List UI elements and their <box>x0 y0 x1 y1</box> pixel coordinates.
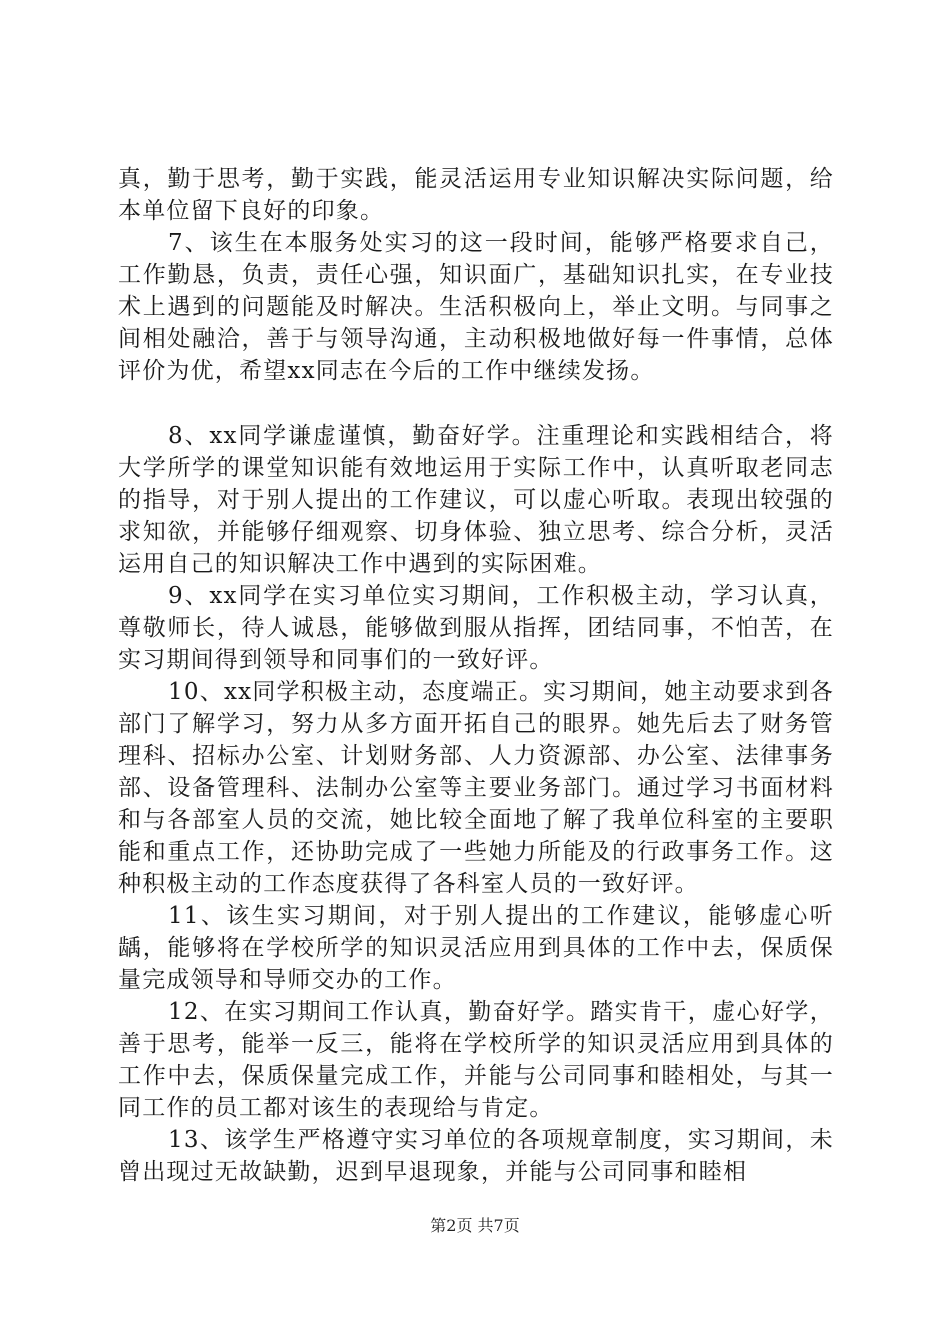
paragraph-item-9: 9、xx同学在实习单位实习期间，工作积极主动，学习认真，尊敬师长，待人诚恳，能够做到服从指挥，团结同事，不怕苦，在实习期间得到领导和同事们的一致好评。 <box>118 583 834 673</box>
paragraph-item-10: 10、xx同学积极主动，态度端正。实习期间，她主动要求到各部门了解学习，努力从多方面开拓自己的眼界。她先后去了财务管理科、招标办公室、计划财务部、人力资源部、办公室、法律事务部、设备管理科、法制办公室等主要业务部门。通过学习书面材料和与各部室人员的交流，她比较全面地了解了我单位科室的主要职能和重点工作，还协助完成了一些她力所能及的行政事务工作。这种积极主动的工作态度获得了各科室人员的一致好评。 <box>118 679 834 897</box>
paragraph-item-13: 13、该学生严格遵守实习单位的各项规章制度，实习期间，未曾出现过无故缺勤，迟到早退现象，并能与公司同事和睦相 <box>118 1127 834 1185</box>
paragraph-item-12: 12、在实习期间工作认真，勤奋好学。踏实肯干，虚心好学，善于思考，能举一反三，能将在学校所学的知识灵活应用到具体的工作中去，保质保量完成工作，并能与公司同事和睦相处，与其一同工作的员工都对该生的表现给与肯定。 <box>118 999 834 1121</box>
paragraph-continuation: 真，勤于思考，勤于实践，能灵活运用专业知识解决实际问题，给本单位留下良好的印象。 <box>118 166 834 224</box>
paragraph-item-11: 11、该生实习期间，对于别人提出的工作建议，能够虚心听龋，能够将在学校所学的知识灵活应用到具体的工作中去，保质保量完成领导和导师交办的工作。 <box>118 903 834 993</box>
document-body <box>118 163 834 1188</box>
page-number-footer: 第2页 共7页 <box>430 1216 520 1235</box>
paragraph-item-7: 7、该生在本服务处实习的这一段时间，能够严格要求自己，工作勤恳，负责，责任心强，知识面广，基础知识扎实，在专业技术上遇到的问题能及时解决。生活积极向上，举止文明。与同事之间相处融洽，善于与领导沟通，主动积极地做好每一件事情，总体评价为优，希望xx同志在今后的工作中继续发扬。 <box>118 230 834 384</box>
paragraph-item-8: 8、xx同学谦虚谨慎，勤奋好学。注重理论和实践相结合，将大学所学的课堂知识能有效地运用于实际工作中，认真听取老同志的指导，对于别人提出的工作建议，可以虚心听取。表现出较强的求知欲，并能够仔细观察、切身体验、独立思考、综合分析，灵活运用自己的知识解决工作中遇到的实际困难。 <box>118 423 834 577</box>
